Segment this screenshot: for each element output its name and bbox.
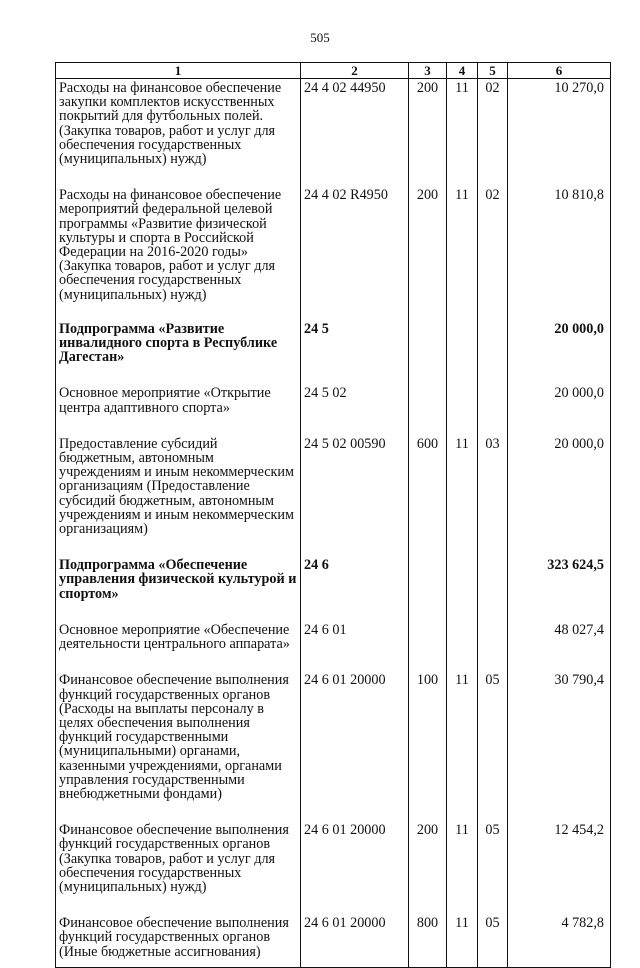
row-name: Финансовое обеспечение выполнения функций государственных органов (Иные бюджетные ассигнования)	[56, 916, 301, 967]
row-name: Расходы на финансовое обеспечение мероприятий федеральной целевой программы «Развитие физической культуры и спорта в Российской Федерации на 2016-2020 годы» (Закупка товаров, работ и услуг для обеспечения государственных (муниципальных) нужд)	[56, 188, 301, 322]
page-number: 505	[310, 30, 330, 45]
row-code: 24 4 02 44950	[301, 79, 409, 189]
row-name: Основное мероприятие «Открытие центра адаптивного спорта»	[56, 386, 301, 436]
col-header-amount: 6	[508, 63, 611, 79]
col-header-vr: 3	[409, 63, 447, 79]
row-code: 24 6 01 20000	[301, 673, 409, 823]
row-amount: 30 790,4	[508, 673, 611, 823]
row-pr	[478, 322, 508, 387]
row-pr: 05	[478, 916, 508, 967]
row-rz: 11	[447, 437, 478, 558]
header-row	[56, 63, 611, 79]
table-row	[56, 916, 611, 967]
table-row	[56, 188, 611, 322]
row-pr: 03	[478, 437, 508, 558]
table-row	[56, 558, 611, 623]
budget-table	[55, 62, 611, 968]
row-rz	[447, 623, 478, 673]
row-code: 24 5 02	[301, 386, 409, 436]
row-amount: 323 624,5	[508, 558, 611, 623]
table-row	[56, 437, 611, 558]
row-amount: 20 000,0	[508, 322, 611, 387]
row-amount: 10 270,0	[508, 79, 611, 189]
row-rz: 11	[447, 79, 478, 189]
row-vr: 200	[409, 823, 447, 916]
table-row	[56, 823, 611, 916]
col-header-code: 2	[301, 63, 409, 79]
table-row	[56, 673, 611, 823]
row-vr	[409, 558, 447, 623]
row-name: Финансовое обеспечение выполнения функций государственных органов (Закупка товаров, работ и услуг для обеспечения государственных (муниципальных) нужд)	[56, 823, 301, 916]
row-rz: 11	[447, 188, 478, 322]
row-code: 24 6 01 20000	[301, 916, 409, 967]
row-pr: 02	[478, 79, 508, 189]
row-code: 24 5	[301, 322, 409, 387]
col-header-pr: 5	[478, 63, 508, 79]
row-pr	[478, 386, 508, 436]
row-name: Расходы на финансовое обеспечение закупки комплектов искусственных покрытий для футбольных полей. (Закупка товаров, работ и услуг для обеспечения государственных (муниципальных) нужд)	[56, 79, 301, 189]
row-amount: 20 000,0	[508, 386, 611, 436]
row-vr: 200	[409, 79, 447, 189]
row-vr	[409, 322, 447, 387]
row-amount: 48 027,4	[508, 623, 611, 673]
col-header-name: 1	[56, 63, 301, 79]
table-row	[56, 79, 611, 189]
row-amount: 10 810,8	[508, 188, 611, 322]
row-name: Подпрограмма «Обеспечение управления физической культурой и спортом»	[56, 558, 301, 623]
row-amount: 12 454,2	[508, 823, 611, 916]
row-rz	[447, 558, 478, 623]
table-row	[56, 623, 611, 673]
row-vr	[409, 386, 447, 436]
row-rz	[447, 386, 478, 436]
row-vr: 100	[409, 673, 447, 823]
row-code: 24 4 02 R4950	[301, 188, 409, 322]
row-code: 24 6 01	[301, 623, 409, 673]
row-rz: 11	[447, 916, 478, 967]
row-vr	[409, 623, 447, 673]
row-vr: 800	[409, 916, 447, 967]
row-amount: 4 782,8	[508, 916, 611, 967]
row-rz: 11	[447, 673, 478, 823]
row-code: 24 6 01 20000	[301, 823, 409, 916]
row-rz: 11	[447, 823, 478, 916]
row-code: 24 6	[301, 558, 409, 623]
row-name: Предоставление субсидий бюджетным, автономным учреждениям и иным некоммерческим организациям (Предоставление субсидий бюджетным, автономным учреждениям и иным некоммерческим организациям)	[56, 437, 301, 558]
table-row	[56, 386, 611, 436]
row-pr: 05	[478, 673, 508, 823]
row-pr: 02	[478, 188, 508, 322]
table-row	[56, 322, 611, 387]
row-vr: 600	[409, 437, 447, 558]
row-pr: 05	[478, 823, 508, 916]
row-pr	[478, 558, 508, 623]
row-pr	[478, 623, 508, 673]
row-amount: 20 000,0	[508, 437, 611, 558]
row-rz	[447, 322, 478, 387]
row-vr: 200	[409, 188, 447, 322]
row-code: 24 5 02 00590	[301, 437, 409, 558]
row-name: Основное мероприятие «Обеспечение деятельности центрального аппарата»	[56, 623, 301, 673]
row-name: Подпрограмма «Развитие инвалидного спорта в Республике Дагестан»	[56, 322, 301, 387]
row-name: Финансовое обеспечение выполнения функций государственных органов (Расходы на выплаты персоналу в целях обеспечения выполнения функций государственными (муниципальными) органами, казенными учреждениями, органами управления государственными внебюджетными фондами)	[56, 673, 301, 823]
col-header-rz: 4	[447, 63, 478, 79]
